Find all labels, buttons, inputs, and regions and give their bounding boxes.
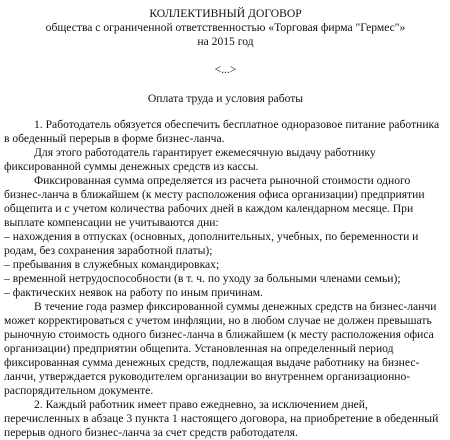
paragraph-line: 1. Работодатель обязуется обеспечить бесплатное одноразовое питание работника: [34, 118, 440, 131]
document-title: КОЛЛЕКТИВНЫЙ ДОГОВОР: [149, 7, 302, 20]
paragraph-line: фиксированной суммы денежных средств из кассы.: [4, 160, 259, 173]
paragraph-line: организации) предприятии общепита. Установленная на определенный период: [4, 342, 394, 355]
organization-line: общества с ограниченной ответственностью «Торговая фирма "Гермес"»: [45, 21, 406, 34]
paragraph-line: фиксированная сумма денежных средств, подлежащая выдаче работнику на бизнес-: [4, 356, 420, 369]
paragraph-line: Для этого работодатель гарантирует ежемесячную выдачу работнику: [34, 146, 376, 159]
section-title: Оплата труда и условия работы: [147, 92, 304, 105]
list-item: – фактических неявок на работу по иным причинам.: [4, 286, 263, 299]
paragraph-line: в обеденный перерыв в форме бизнес-ланча.: [4, 132, 225, 145]
paragraph-line: рыночную стоимость одного бизнес-ланча в ближайшем (к месту расположения офиса: [4, 328, 434, 341]
list-item: родам, без сохранения заработной платы);: [4, 244, 213, 257]
paragraph-line: общепита и с учетом количества рабочих дней в каждом календарном месяце. При: [4, 202, 414, 215]
list-item: – нахождения в отпусках (основных, дополнительных, учебных, по беременности и: [4, 230, 419, 243]
omission-marker: <...>: [214, 63, 237, 76]
paragraph-line: Фиксированная сумма определяется из расчета рыночной стоимости одного: [34, 174, 411, 187]
paragraph-line: В течение года размер фиксированной суммы денежных средств на бизнес-ланчи: [34, 300, 437, 313]
paragraph-line: бизнес-ланча в ближайшем (к месту расположения офиса организации) предприятии: [4, 188, 425, 201]
list-item: – пребывания в служебных командировках;: [4, 258, 220, 271]
list-item: – временной нетрудоспособности (в т. ч. по уходу за больными членами семьи);: [4, 272, 401, 285]
paragraph-line: перечисленных в абзаце 3 пункта 1 настоящего договора, на приобретение в обеденный: [4, 412, 439, 425]
paragraph-line: распорядительном документе.: [4, 384, 154, 397]
year-line: на 2015 год: [197, 35, 254, 48]
paragraph-line: выплате компенсации не учитываются дни:: [4, 216, 219, 229]
paragraph-line: может корректироваться с учетом инфляции, но в любом случае не должен превышать: [4, 314, 432, 327]
paragraph-line: 2. Каждый работник имеет право ежедневно, за исключением дней,: [34, 398, 368, 411]
paragraph-line: перерыв одного бизнес-ланча за счет средств работодателя.: [4, 426, 298, 439]
paragraph-line: ланчи, утверждается руководителем организации во внутреннем организационно-: [4, 370, 411, 383]
